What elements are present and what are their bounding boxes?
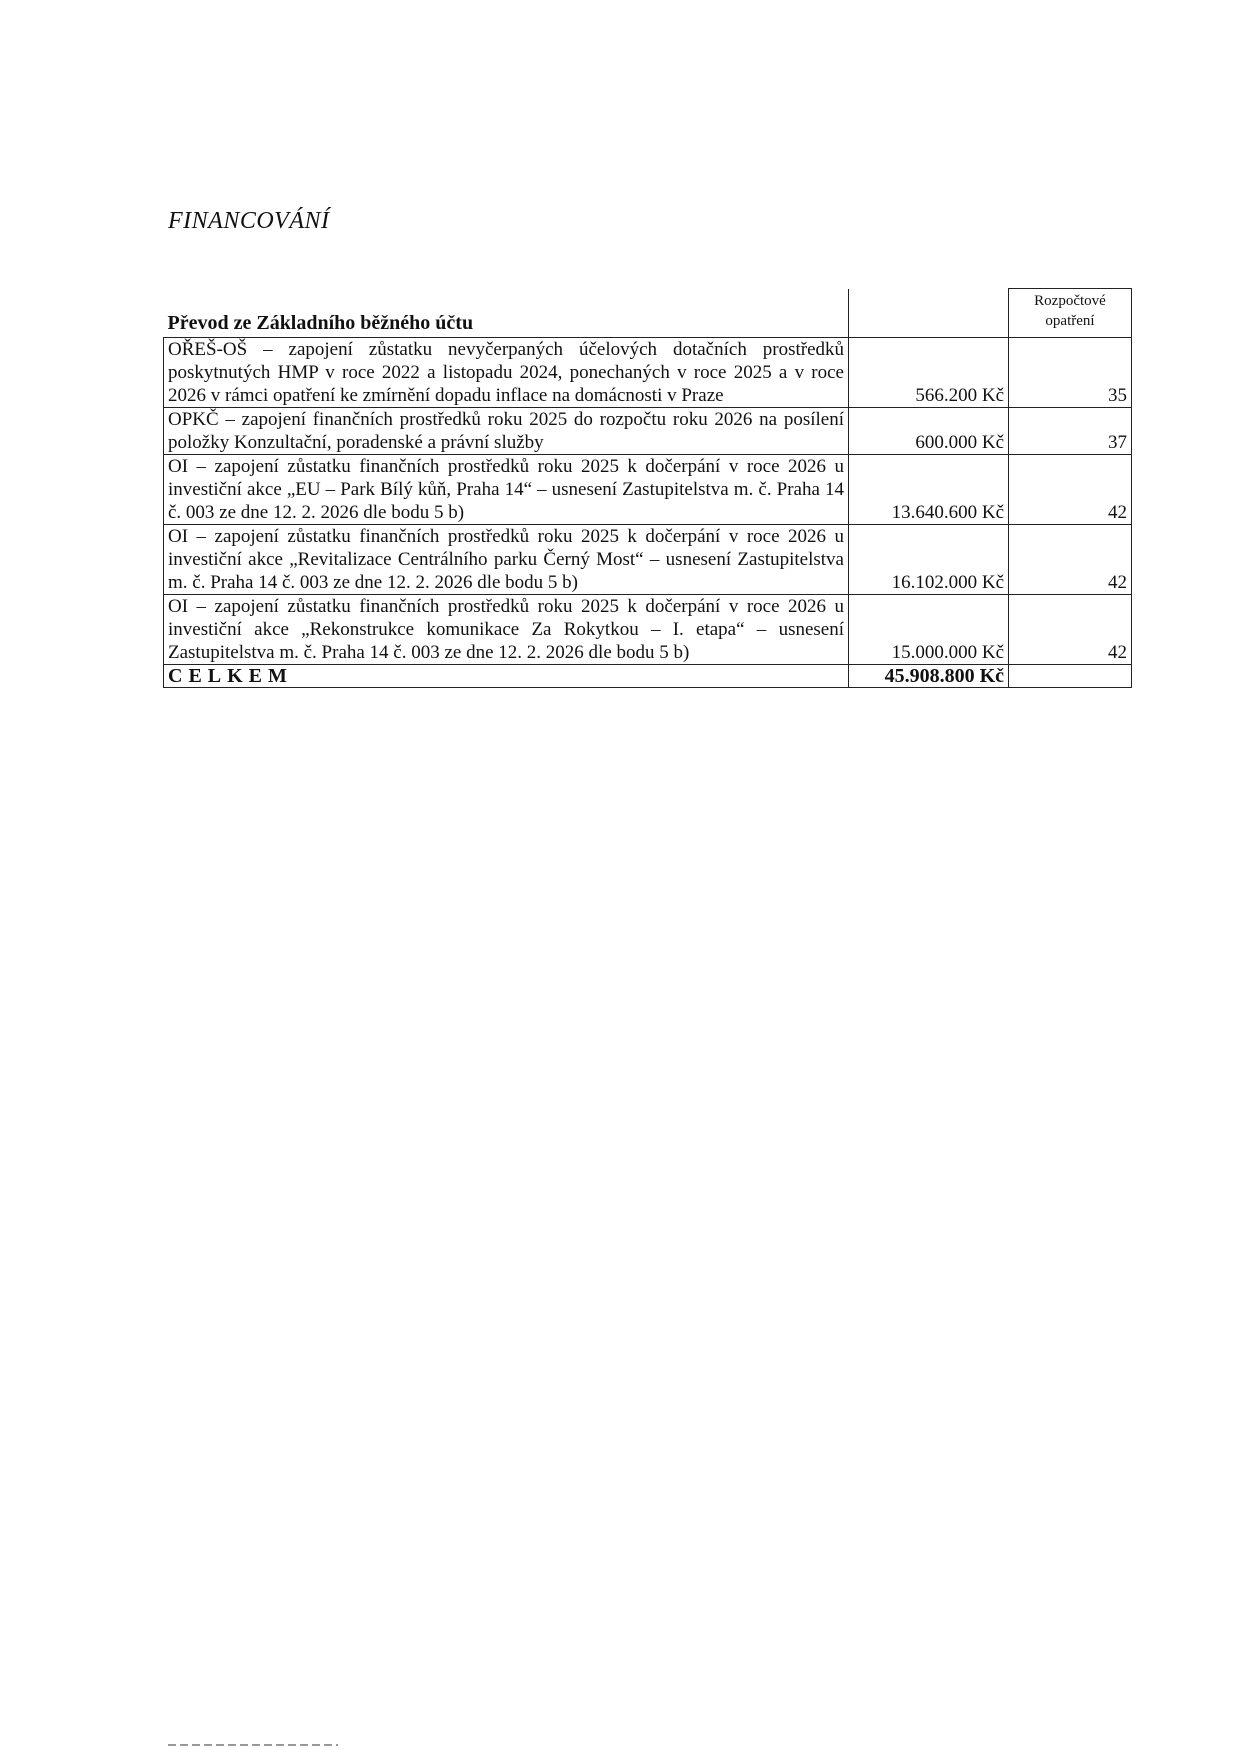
total-row	[164, 665, 1132, 688]
total-ro-cell	[1009, 665, 1132, 688]
total-amount: 45.908.800 Kč	[849, 665, 1009, 688]
table-header-row	[164, 289, 1132, 338]
row-amount: 15.000.000 Kč	[849, 595, 1009, 665]
row-description: OPKČ – zapojení finančních prostředků roku 2025 do rozpočtu roku 2026 na posílení položky Konzultační, poradenské a právní služby	[164, 408, 849, 455]
row-ro-number: 37	[1009, 408, 1132, 455]
section-label: Převod ze Základního běžného účtu	[164, 289, 849, 338]
row-description: OŘEŠ-OŠ – zapojení zůstatku nevyčerpaných účelových dotačních prostředků poskytnutých HMP v roce 2022 a listopadu 2024, ponechaných v roce 2025 a v roce 2026 v rámci opatření ke zmírnění dopadu inflace na domácnosti v Praze	[164, 338, 849, 408]
table-row	[164, 595, 1132, 665]
table-row	[164, 338, 1132, 408]
row-description: OI – zapojení zůstatku finančních prostředků roku 2025 k dočerpání v roce 2026 u investiční akce „Rekonstrukce komunikace Za Rokytkou – I. etapa“ – usnesení Zastupitelstva m. č. Praha 14 č. 003 ze dne 12. 2. 2026 dle bodu 5 b)	[164, 595, 849, 665]
row-ro-number: 42	[1009, 595, 1132, 665]
row-description: OI – zapojení zůstatku finančních prostředků roku 2025 k dočerpání v roce 2026 u investiční akce „Revitalizace Centrálního parku Černý Most“ – usnesení Zastupitelstva m. č. Praha 14 č. 003 ze dne 12. 2. 2026 dle bodu 5 b)	[164, 525, 849, 595]
table-row	[164, 525, 1132, 595]
row-amount: 13.640.600 Kč	[849, 455, 1009, 525]
row-ro-number: 42	[1009, 455, 1132, 525]
row-description: OI – zapojení zůstatku finančních prostředků roku 2025 k dočerpání v roce 2026 u investiční akce „EU – Park Bílý kůň, Praha 14“ – usnesení Zastupitelstva m. č. Praha 14 č. 003 ze dne 12. 2. 2026 dle bodu 5 b)	[164, 455, 849, 525]
ro-column-header: Rozpočtové opatření	[1009, 289, 1132, 338]
row-ro-number: 35	[1009, 338, 1132, 408]
total-label: CELKEM	[164, 665, 849, 688]
page-heading: FINANCOVÁNÍ	[168, 208, 330, 234]
table-row	[164, 408, 1132, 455]
footer-scan-mark	[168, 1744, 338, 1746]
row-amount: 566.200 Kč	[849, 338, 1009, 408]
row-amount: 600.000 Kč	[849, 408, 1009, 455]
row-ro-number: 42	[1009, 525, 1132, 595]
financing-table	[163, 288, 1132, 688]
header-amount-cell	[849, 289, 1009, 338]
row-amount: 16.102.000 Kč	[849, 525, 1009, 595]
table-row	[164, 455, 1132, 525]
